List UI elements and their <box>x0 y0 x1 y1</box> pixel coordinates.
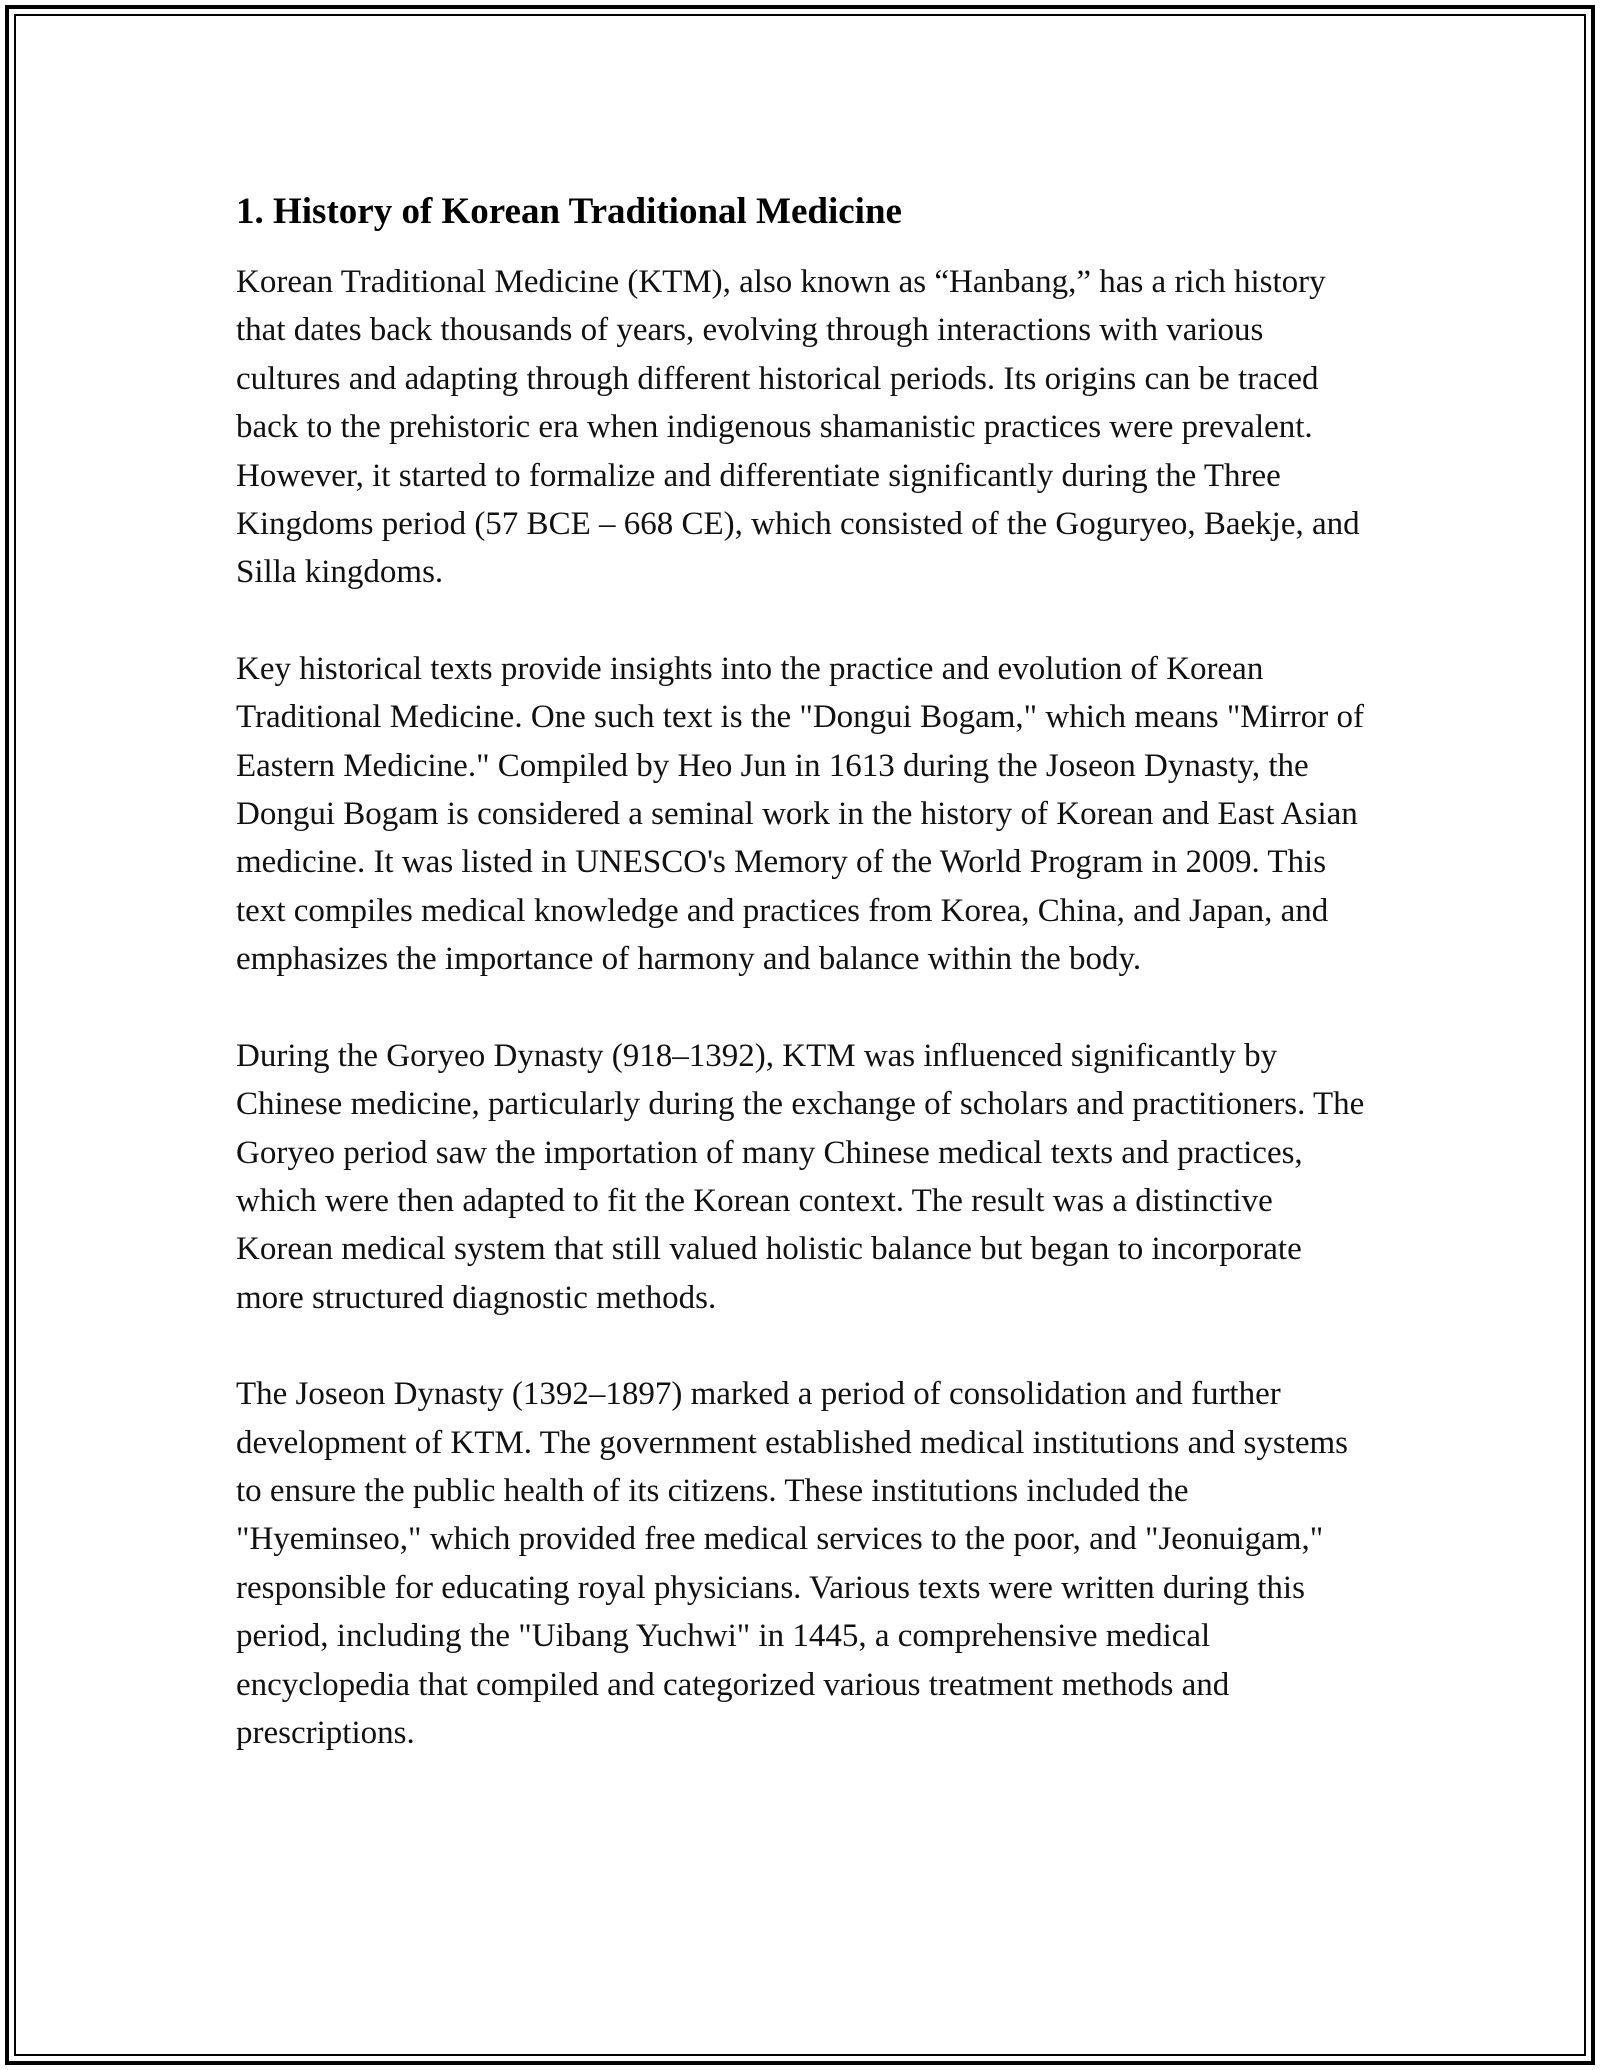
paragraph-dongui-bogam: Key historical texts provide insights into the practice and evolution of Korean Traditional Medicine. One such text is the "Dongui Bogam," which means "Mirror of Eastern Medicine." Compiled by Heo Jun in 1613 during the Joseon Dynasty, the Dongui Bogam is considered a seminal work in the history of Korean and East Asian medicine. It was listed in UNESCO's Memory of the World Program in 2009. This text compiles medical knowledge and practices from Korea, China, and Japan, and emphasizes the importance of harmony and balance within the body. <box>236 650 1365 978</box>
paragraph-joseon: The Joseon Dynasty (1392–1897) marked a period of consolidation and further development of KTM. The government established medical institutions and systems to ensure the public health of its citizens. These institutions included the "Hyeminseo," which provided free medical services to the poor, and "Jeonuigam," responsible for educating royal physicians. Various texts were written during this period, including the "Uibang Yuchwi" in 1445, a comprehensive medical encyclopedia that compiled and categorized various treatment methods and prescriptions. <box>236 1376 1349 1751</box>
paragraph-origins: Korean Traditional Medicine (KTM), also known as “Hanbang,” has a rich history that dates back thousands of years, evolving through interactions with various cultures and adapting through different historical periods. Its origins can be traced back to the prehistoric era when indigenous shamanistic practices were prevalent. However, it started to formalize and differentiate significantly during the Three Kingdoms period (57 BCE – 668 CE), which consisted of the Goguryeo, Baekje, and Silla kingdoms. <box>236 264 1360 591</box>
document-body <box>236 186 1366 1805</box>
paragraph-goryeo: During the Goryeo Dynasty (918–1392), KTM was influenced significantly by Chinese medicine, particularly during the exchange of scholars and practitioners. The Goryeo period saw the importation of many Chinese medical texts and practices, which were then adapted to fit the Korean context. The result was a distinctive Korean medical system that still valued holistic balance but began to incorporate more structured diagnostic methods. <box>236 1037 1365 1316</box>
section-heading: 1. History of Korean Traditional Medicine <box>236 191 902 232</box>
